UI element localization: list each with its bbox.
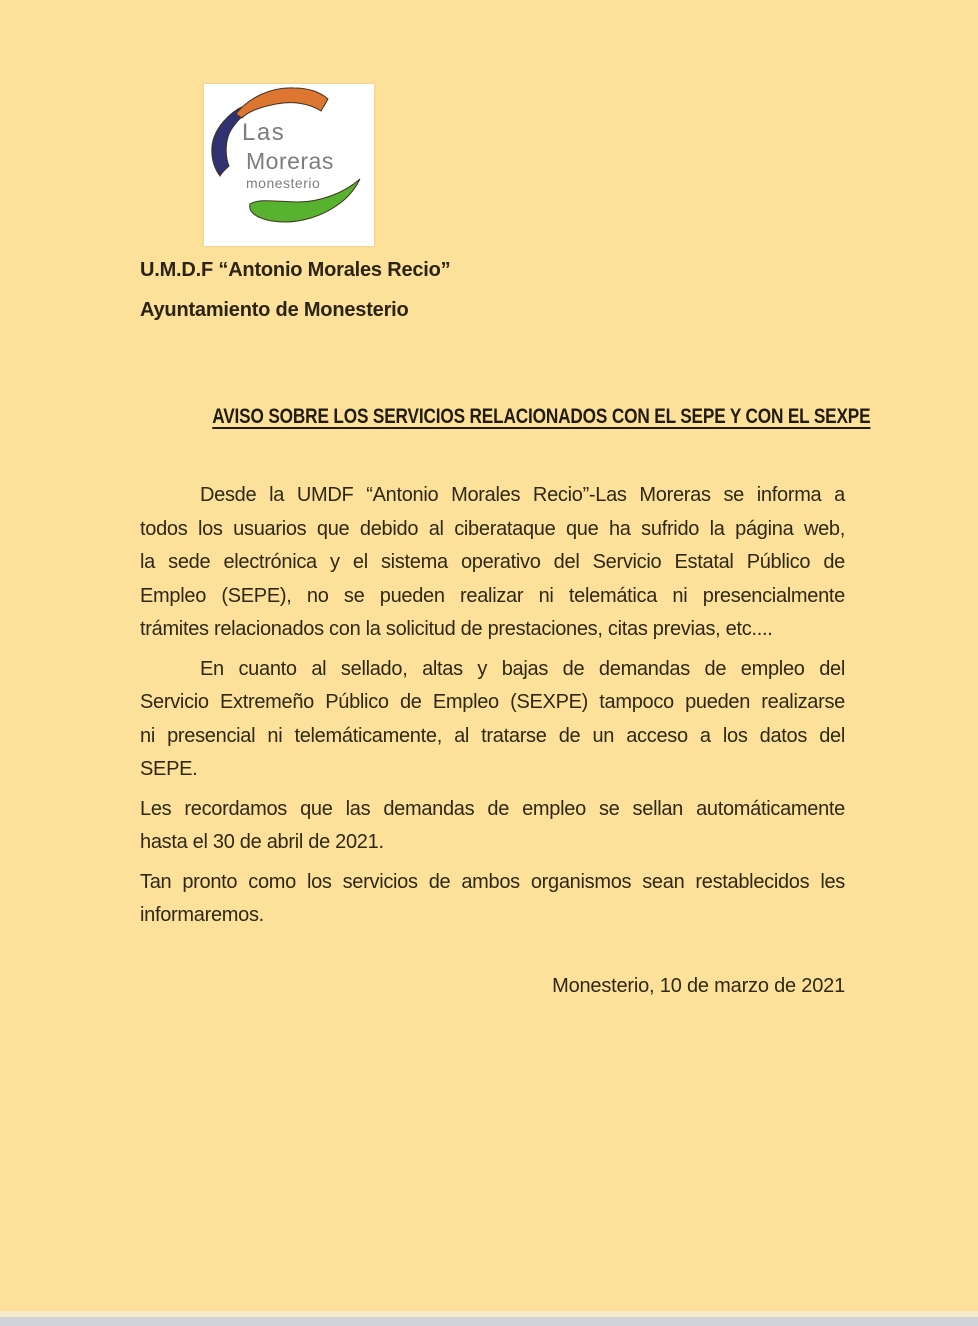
paragraph — [140, 653, 845, 787]
paragraph — [140, 866, 845, 933]
dateline: Monesterio, 10 de marzo de 2021 — [552, 975, 845, 997]
notice-title: AVISO SOBRE LOS SERVICIOS RELACIONADOS CON EL SEPE Y CON EL SEXPE — [212, 405, 871, 428]
paragraph-line: hasta el 30 de abril de 2021. — [140, 831, 384, 853]
org-name: U.M.D.F “Antonio Morales Recio” — [140, 259, 451, 281]
las-moreras-logo — [204, 84, 374, 246]
orange-arc — [236, 88, 328, 118]
org-municipality: Ayuntamiento de Monesterio — [140, 299, 409, 321]
paragraph-line: Desde la UMDF “Antonio Morales Recio”-Las Moreras se informa a — [200, 484, 845, 506]
logo-box — [204, 84, 374, 246]
notice-title-wrap — [140, 405, 871, 429]
logo-text-moreras: Moreras — [246, 148, 334, 174]
photo-edge-gray — [0, 1317, 978, 1326]
paragraph-line: Empleo (SEPE), no se pueden realizar ni telemática ni presencialmente — [140, 584, 845, 607]
paragraph-line: trámites relacionados con la solicitud de prestaciones, citas previas, etc.... — [140, 618, 773, 640]
paragraph — [140, 793, 845, 860]
paragraph-line: ni presencial ni telemáticamente, al tratarse de un acceso a los datos del — [140, 724, 845, 747]
notice-paragraphs — [140, 479, 845, 939]
paragraph-line: SEPE. — [140, 758, 198, 780]
paragraph-line: todos los usuarios que debido al ciberataque que ha sufrido la página web, — [140, 517, 845, 540]
paragraph — [140, 479, 845, 647]
logo-text-las: Las — [242, 119, 286, 146]
paragraph-line: Les recordamos que las demandas de empleo se sellan automáticamente — [140, 797, 845, 820]
paragraph-line: la sede electrónica y el sistema operativo del Servicio Estatal Público de — [140, 551, 845, 573]
paragraph-line: Servicio Extremeño Público de Empleo (SEXPE) tampoco pueden realizarse — [140, 691, 845, 713]
logo-text-monesterio: monesterio — [246, 175, 321, 191]
paragraph-line: Tan pronto como los servicios de ambos organismos sean restablecidos les — [140, 870, 845, 893]
paragraph-line: En cuanto al sellado, altas y bajas de demandas de empleo del — [200, 657, 845, 680]
paragraph-line: informaremos. — [140, 904, 264, 926]
